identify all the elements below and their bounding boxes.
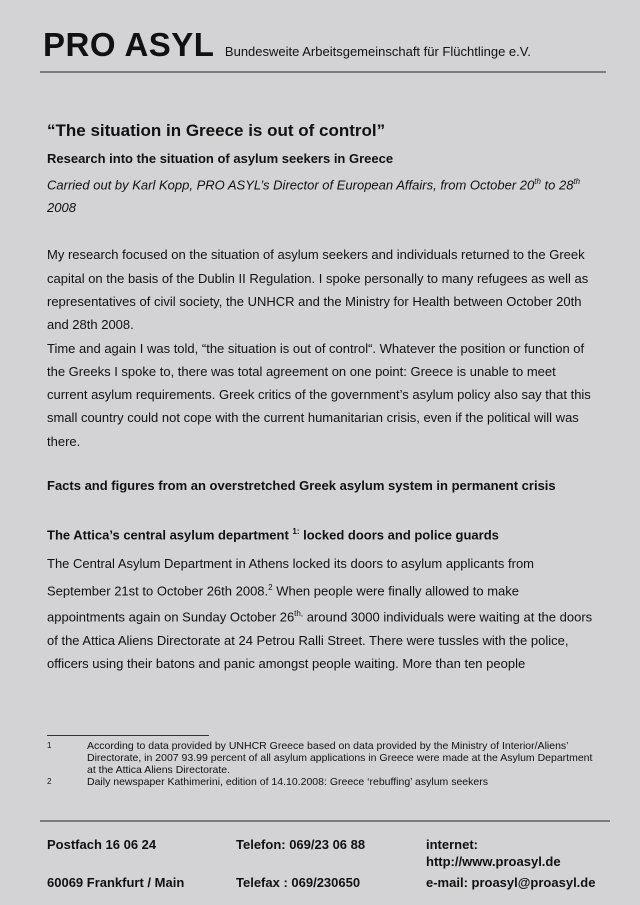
organization-subtitle: Bundesweite Arbeitsgemeinschaft für Flüchtlinge e.V. bbox=[224, 44, 531, 59]
para3-superscript: th, bbox=[294, 609, 304, 619]
header-divider bbox=[40, 71, 606, 73]
email-link[interactable]: e-mail: proasyl@proasyl.de bbox=[426, 875, 596, 890]
footnote-number: 1 bbox=[47, 741, 52, 750]
subsection-heading bbox=[47, 523, 595, 544]
byline-text-b: to 28 bbox=[540, 177, 574, 193]
city-text: 60069 Frankfurt / Main bbox=[47, 875, 185, 890]
footnotes bbox=[47, 740, 603, 788]
footer-email-cell bbox=[426, 874, 595, 891]
letterhead bbox=[43, 26, 531, 64]
website-link[interactable]: http://www.proasyl.de bbox=[426, 854, 561, 869]
footnote-number: 2 bbox=[47, 777, 52, 786]
section-heading: Facts and figures from an overstretched Greek asylum system in permanent crisis bbox=[47, 478, 556, 493]
para3-text-b: When people were finally allowed to make appointments again on Sunday October 26 bbox=[47, 582, 520, 625]
internet-label: internet: bbox=[426, 837, 478, 852]
footnote-text: According to data provided by UNHCR Greece based on data provided by the Ministry of Interior/Aliens’ Directorate, in 2007 93.99 percent of all asylum applications in Greece were made at the Asylum Department at the Attica Aliens Directorate. bbox=[87, 740, 593, 776]
footnote-ref-1: 1: bbox=[292, 527, 300, 536]
paragraph-research: My research focused on the situation of asylum seekers and individuals returned to the Greek capital on the basis of the Dublin II Regulation. I spoke personally to many refugees as well as representatives of civil society, the UNHCR and the Ministry for Health between October 20th and 28th 2008. bbox=[47, 247, 589, 333]
footnote-text: Daily newspaper Kathimerini, edition of 14.10.2008: Greece ‘rebuffing’ asylum seekers bbox=[87, 776, 488, 788]
footnote-divider bbox=[47, 735, 209, 736]
document-byline bbox=[47, 170, 595, 219]
telefax-text: Telefax : 069/230650 bbox=[236, 875, 361, 890]
footnote-item bbox=[47, 740, 603, 776]
paragraph-asylum-department bbox=[47, 552, 595, 675]
subsection-heading-text-a: The Attica’s central asylum department bbox=[47, 527, 293, 543]
para3-text-c: around 3000 individuals were waiting at the doors of the Attica Aliens Directorate at 24 Petrou Ralli Street. There were tussles with the police, officers using their batons and panic amongst people waiting. More than ten people bbox=[47, 609, 593, 672]
footer-web-column bbox=[426, 836, 561, 870]
byline-text-c: 2008 bbox=[47, 200, 76, 216]
para3-text-a: The Central Asylum Department in Athens locked its doors to asylum applicants from September 21st to October 26th 2008. bbox=[47, 556, 534, 598]
footer-fax-cell bbox=[236, 874, 360, 891]
footer-city-cell bbox=[47, 874, 184, 891]
byline-superscript-2: th bbox=[573, 177, 581, 186]
footnote-item bbox=[47, 776, 603, 788]
footnote-ref-2: 2 bbox=[268, 582, 273, 592]
footer-phone-column bbox=[236, 836, 365, 853]
footer-address-column bbox=[47, 836, 156, 853]
brand-logo-text: PRO ASYL bbox=[43, 26, 215, 63]
telefon-text: Telefon: 069/23 06 88 bbox=[236, 837, 366, 852]
footer-divider bbox=[40, 820, 610, 822]
paragraph-situation: Time and again I was told, “the situation is out of control“. Whatever the position or function of the Greeks I spoke to, there was total agreement on one point: Greece is unable to meet current asylum requirements. Greek critics of the government’s asylum policy also say that this small country could not cope with the current humanitarian crisis, even if the political will was there. bbox=[47, 340, 591, 449]
byline-superscript-1: th bbox=[534, 177, 541, 186]
document-body bbox=[47, 118, 595, 675]
document-subtitle: Research into the situation of asylum seekers in Greece bbox=[47, 151, 394, 166]
byline-text-a: Carried out by Karl Kopp, PRO ASYL’s Director of European Affairs, from October 20 bbox=[47, 177, 535, 193]
postfach-text: Postfach 16 06 24 bbox=[47, 837, 157, 852]
document-title: “The situation in Greece is out of control” bbox=[47, 121, 386, 140]
subsection-heading-text-b: locked doors and police guards bbox=[299, 527, 499, 543]
